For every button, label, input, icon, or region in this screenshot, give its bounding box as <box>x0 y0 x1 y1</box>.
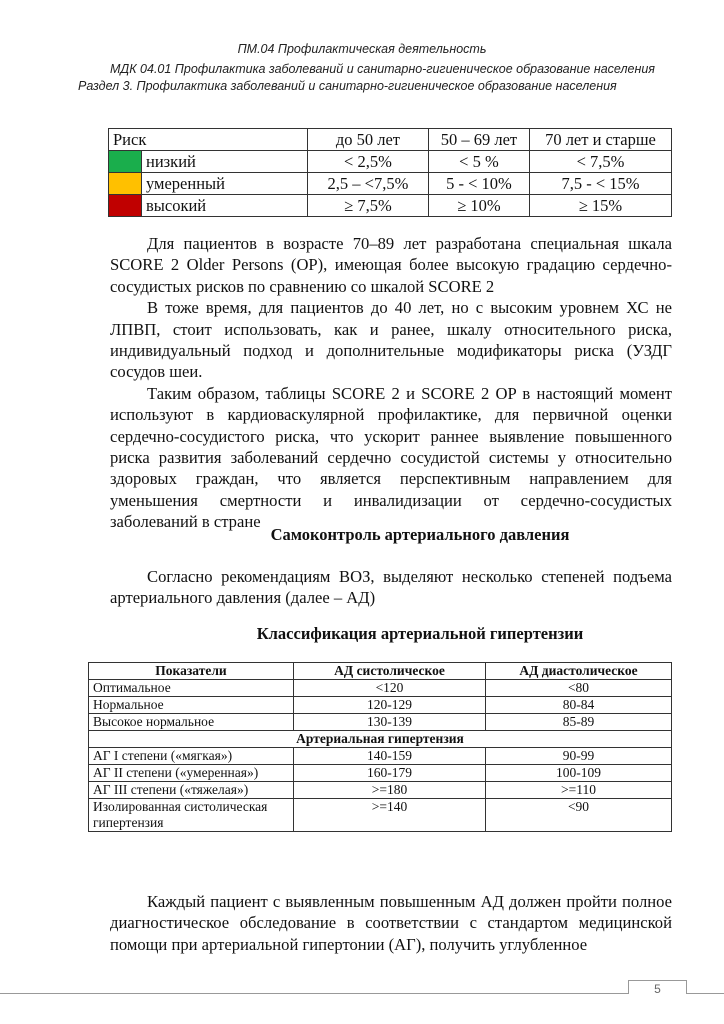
cell: < 2,5% <box>307 151 428 173</box>
cell: 2,5 – <7,5% <box>307 173 428 195</box>
risk-color-swatch <box>109 173 142 195</box>
risk-color-swatch <box>109 195 142 217</box>
cell: ≥ 10% <box>428 195 529 217</box>
cell: Изолированная систолическая гипертензия <box>89 799 294 832</box>
page-number: 5 <box>628 980 687 994</box>
table-row <box>89 799 672 832</box>
paragraph: Каждый пациент с выявленным повышенным АД должен пройти полное диагностическое обследование в соответствии с стандартом медицинской помощи при артериальной гипертонии (АГ), получить углубленное <box>110 892 672 954</box>
header-line-1: ПМ.04 Профилактическая деятельность <box>237 42 487 56</box>
cell: 100-109 <box>486 765 672 782</box>
paragraph: Таким образом, таблицы SCORE 2 и SCORE 2 OP в настоящий момент используют в кардиоваскулярной профилактике, для первичной оценки сердечно-сосудистого риска, что ускорит раннее выявление повышенного риска развития заболеваний сердечно сосудистой системы у относительно здоровых граждан, что является перспективным направлением для уменьшения смертности и инвалидизации от сердечно-сосудистых заболеваний в стране <box>110 383 672 532</box>
header-cell: Риск <box>109 129 308 151</box>
risk-table <box>108 128 672 217</box>
cell: 140-159 <box>294 748 486 765</box>
body-text <box>110 233 672 533</box>
risk-label: умеренный <box>142 173 308 195</box>
paragraph: Для пациентов в возрасте 70–89 лет разработана специальная шкала SCORE 2 Older Persons (OP), имеющая более высокую градацию сердечно-сосудистых рисков по сравнению со шкалой SCORE 2 <box>110 234 672 296</box>
header-cell: Показатели <box>89 663 294 680</box>
body-text <box>110 891 672 955</box>
cell: ≥ 15% <box>529 195 671 217</box>
header-cell: АД диастолическое <box>486 663 672 680</box>
risk-color-swatch <box>109 151 142 173</box>
cell: >=180 <box>294 782 486 799</box>
table-row <box>89 680 672 697</box>
section-row: Артериальная гипертензия <box>89 731 672 748</box>
risk-label: высокий <box>142 195 308 217</box>
cell: Нормальное <box>89 697 294 714</box>
table-row <box>89 697 672 714</box>
cell: <80 <box>486 680 672 697</box>
cell: <90 <box>486 799 672 832</box>
body-text <box>110 566 672 609</box>
paragraph: В тоже время, для пациентов до 40 лет, но с высоким уровнем ХС не ЛПВП, стоит использовать, как и ранее, шкалу относительного риска, индивидуальный подход и дополнительные модификаторы риска (УЗДГ сосудов шеи. <box>110 298 672 382</box>
header-cell: 70 лет и старше <box>529 129 671 151</box>
cell: Оптимальное <box>89 680 294 697</box>
header-line-2: МДК 04.01 Профилактика заболеваний и санитарно-гигиеническое образование населения <box>110 62 655 76</box>
table-row <box>89 765 672 782</box>
cell: 90-99 <box>486 748 672 765</box>
footer-rule <box>0 993 628 994</box>
paragraph: Согласно рекомендациям ВОЗ, выделяют несколько степеней подъема артериального давления (далее – АД) <box>110 567 672 608</box>
header-cell: 50 – 69 лет <box>428 129 529 151</box>
cell: 85-89 <box>486 714 672 731</box>
cell: >=140 <box>294 799 486 832</box>
cell: <120 <box>294 680 486 697</box>
bp-classification-table <box>88 662 672 832</box>
cell: 160-179 <box>294 765 486 782</box>
cell: 5 - < 10% <box>428 173 529 195</box>
header-line-3: Раздел 3. Профилактика заболеваний и санитарно-гигиеническое образование населения <box>78 79 617 93</box>
section-heading: Самоконтроль артериального давления <box>270 525 570 544</box>
table-row <box>89 782 672 799</box>
cell: 80-84 <box>486 697 672 714</box>
cell: АГ II степени («умеренная») <box>89 765 294 782</box>
cell: АГ III степени («тяжелая») <box>89 782 294 799</box>
cell: Высокое нормальное <box>89 714 294 731</box>
table-row <box>89 748 672 765</box>
cell: АГ I степени («мягкая») <box>89 748 294 765</box>
header-cell: АД систолическое <box>294 663 486 680</box>
cell: ≥ 7,5% <box>307 195 428 217</box>
cell: >=110 <box>486 782 672 799</box>
table-heading: Классификация артериальной гипертензии <box>256 624 584 643</box>
footer-rule <box>686 993 724 994</box>
header-cell: до 50 лет <box>307 129 428 151</box>
table-row <box>89 714 672 731</box>
cell: < 5 % <box>428 151 529 173</box>
cell: < 7,5% <box>529 151 671 173</box>
risk-label: низкий <box>142 151 308 173</box>
cell: 7,5 - < 15% <box>529 173 671 195</box>
cell: 130-139 <box>294 714 486 731</box>
cell: 120-129 <box>294 697 486 714</box>
